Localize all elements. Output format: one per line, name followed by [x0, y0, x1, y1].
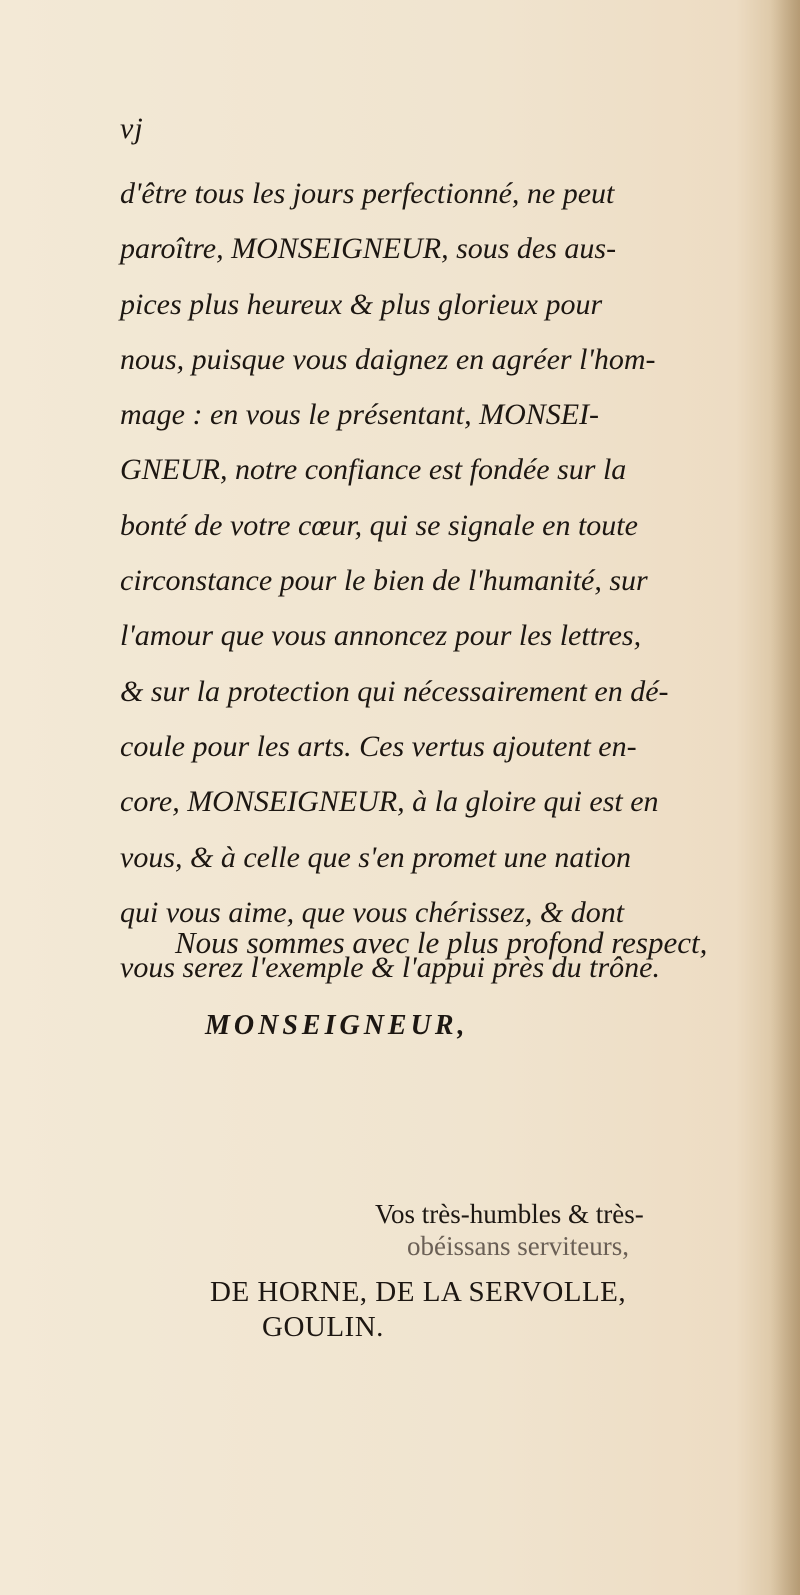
body-line: bonté de votre cœur, qui se signale en toute: [120, 508, 638, 542]
body-line: mage : en vous le présentant, MONSEI-: [120, 398, 600, 432]
body-line: nous, puisque vous daignez en agréer l'hom-: [120, 342, 656, 376]
body-line: d'être tous les jours perfectionné, ne peut: [120, 177, 615, 210]
salutation: MONSEIGNEUR,: [205, 1010, 469, 1041]
signature-line: Vos très-humbles & très-: [375, 1199, 644, 1229]
signature-intro: [375, 1198, 644, 1262]
signatory-names: GOULIN.: [262, 1311, 384, 1343]
page-number: vj: [120, 112, 144, 145]
body-line: GNEUR, notre confiance est fondée sur la: [120, 453, 627, 487]
closing-formula: Nous sommes avec le plus profond respect,: [175, 925, 708, 960]
signatories: [210, 1275, 626, 1345]
page-edge-shadow: [770, 0, 800, 1595]
body-line: paroître, MONSEIGNEUR, sous des aus-: [120, 232, 617, 266]
signature-line: obéissans serviteurs,: [407, 1231, 629, 1261]
dedication-body: [120, 166, 770, 995]
body-line: vous, & à celle que s'en promet une nation: [120, 840, 632, 874]
signatory-names: DE HORNE, DE LA SERVOLLE,: [210, 1276, 627, 1308]
body-line: coule pour les arts. Ces vertus ajoutent en-: [120, 729, 637, 763]
body-line: & sur la protection qui nécessairement en dé-: [120, 674, 669, 708]
body-line: qui vous aime, que vous chérissez, & dont: [120, 895, 625, 929]
body-line: vous serez l'exemple & l'appui près du trône.: [120, 951, 660, 985]
body-line: l'amour que vous annoncez pour les lettres,: [120, 619, 642, 653]
body-line: circonstance pour le bien de l'humanité, sur: [120, 564, 648, 598]
body-line: core, MONSEIGNEUR, à la gloire qui est en: [120, 785, 659, 819]
body-line: pices plus heureux & plus glorieux pour: [120, 287, 603, 321]
